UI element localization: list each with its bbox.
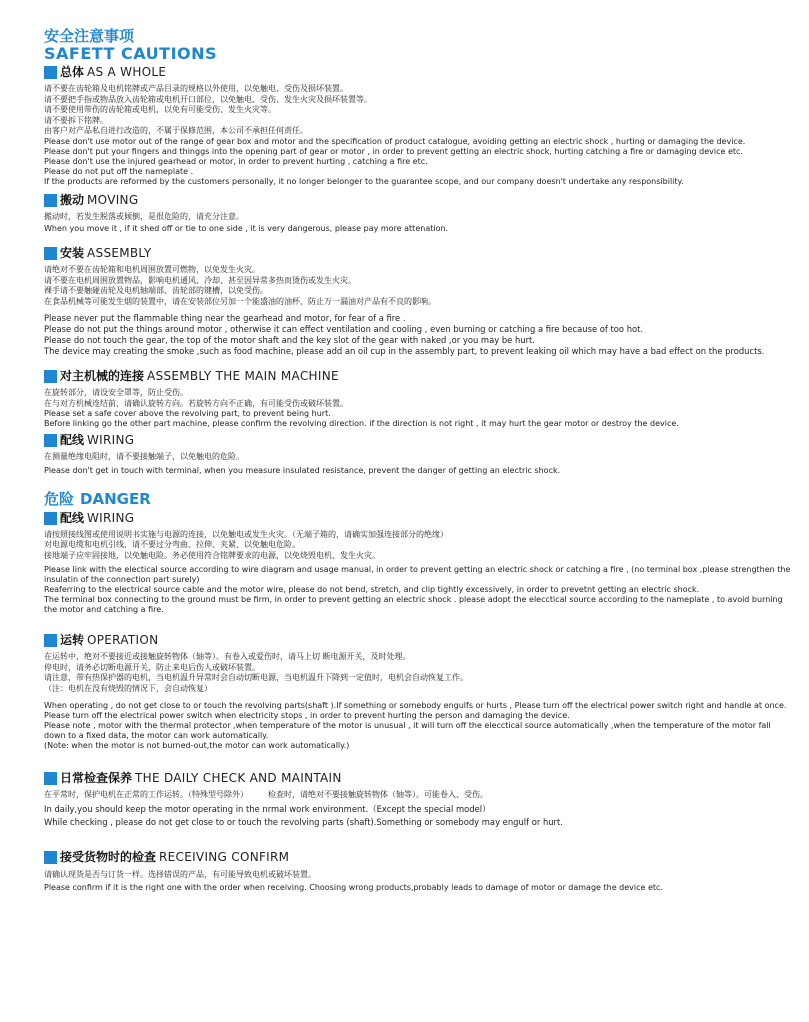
en-line: When operating , do not get close to or touch the revolving parts(shaft ).If something or somebody engulfs or hurts , Please turn off the electrical power switch right and handle at once. xyxy=(44,701,787,710)
en-line: Please link with the electical source according to wire diagram and usage manual, in order to prevent getting an electric shock or catching a fire , (no terminal box ,please strengthen the insulatin of the connection part surely) xyxy=(44,565,791,584)
cn-line: 对电源电缆和电机引线，请不要过分弯曲、拉伸、夹紧、以免触电危险。 xyxy=(44,540,300,549)
cn-line: 请按照接线图或使用说明书实施与电源的连接，以免触电或发生火灾。（无端子箱的，请确实加强连接部分的绝缘） xyxy=(44,529,448,539)
section-heading-wiring-danger xyxy=(44,511,794,526)
section-heading-moving xyxy=(44,193,794,208)
cn-line: （注：电机在没有烧毁的情况下，会自动恢复） xyxy=(44,683,212,693)
cn-line: 搬动时，若发生脱落或倾倒，是很危险的，请充分注意。 xyxy=(44,211,244,221)
cn-line: 请不要拆下铭牌。 xyxy=(44,115,108,125)
cn-line: 请不要使用带伤的齿轮箱或电机，以免有可能受伤、发生火灾等。 xyxy=(44,105,276,114)
section-heading-receiving xyxy=(44,850,794,865)
section-body-wiring-danger xyxy=(44,530,794,616)
section-heading-wiring xyxy=(44,433,794,448)
danger-title xyxy=(44,490,794,508)
section-heading-en: MOVING xyxy=(87,192,139,207)
square-bullet-icon xyxy=(44,194,57,207)
square-bullet-icon xyxy=(44,772,57,785)
section-body-assembly xyxy=(44,265,794,357)
section-heading-cn: 配线 xyxy=(60,510,85,525)
en-line: Please turn off the electrical power switch when electricity stops , in order to prevent hurting the person and damaging the device. xyxy=(44,711,570,720)
cn-line: 请不要把手指或物品放入齿轮箱或电机开口部位，以免触电、受伤、发生火灾及损坏装置等。 xyxy=(44,94,372,104)
section-heading-en: WIRING xyxy=(87,510,135,525)
en-line: Please note , motor with the thermal protector ,when temperature of the motor is unusual , it will turn off the elecctical source automatically ,when the temperature of the motor fall down to a fixed data, the motor can work automatically. xyxy=(44,721,771,740)
page-title-en: SAFETT CAUTIONS xyxy=(44,44,218,63)
section-heading-en: OPERATION xyxy=(87,633,159,647)
en-line: Please never put the flammable thing near the gearhead and motor, for fear of a fire . xyxy=(44,313,406,323)
en-line: Please set a safe cover above the revolving part, to prevent being hurt. xyxy=(44,409,331,418)
cn-line: 在食品机械等可能发生烟的装置中，请在安装部位另加一个能盛油的油杯，防止万一漏油对产品有不良的影响。 xyxy=(44,296,436,306)
square-bullet-icon xyxy=(44,512,57,525)
section-heading-en: THE DAILY CHECK AND MAINTAIN xyxy=(135,771,342,785)
en-line: Please do not touch the gear, the top of the motor shaft and the key slot of the gear with naked ,or you may be hurt. xyxy=(44,335,535,345)
safety-cautions-page xyxy=(44,27,794,893)
cn-line: 请不要在齿轮箱及电机铭牌或产品目录的规格以外使用，以免触电、受伤及损坏装置。 xyxy=(44,84,348,93)
en-line: Please don't put your fingers and thinggs into the opening part of gear or motor , in order to prevent getting an electric shock, hurting catching a fire or damaging device etc. xyxy=(44,146,743,156)
section-body-receiving xyxy=(44,870,794,894)
cn-line: 在与对方机械连结前，请确认旋转方向。若旋转方向不正确，有可能受伤或破坏装置。 xyxy=(44,398,348,408)
cn-line: 在测量绝缘电阻时，请不要接触端子，以免触电的危险。 xyxy=(44,452,244,461)
en-line: Please do not put off the nameplate . xyxy=(44,166,194,176)
page-title xyxy=(44,27,794,63)
square-bullet-icon xyxy=(44,851,57,864)
section-heading-cn: 运转 xyxy=(60,633,85,647)
en-line: Please do not put the things around motor , otherwise it can effect ventilation and cooling , even burning or catching a fire because of too hot. xyxy=(44,324,644,334)
section-heading-cn: 总体 xyxy=(60,65,85,79)
section-heading-cn: 对主机械的连接 xyxy=(60,369,145,383)
en-line: When you move it , if it shed off or tie to one side , it is very dangerous, please pay more attenation. xyxy=(44,224,449,233)
square-bullet-icon xyxy=(44,634,57,647)
en-line: Before linking go the other part machine, please confirm the revolving direction. if the direction is not right , it may hurt the gear motor or destroy the device. xyxy=(44,419,679,428)
en-line: While checking , please do not get close to or touch the revolving parts (shaft).Something or somebody may engulf or hurt. xyxy=(44,816,563,827)
danger-title-en: DANGER xyxy=(80,489,151,508)
en-line: Please confirm if it is the right one with the order when receiving. Choosing wrong products,probably leads to damage of motor or damage the device etc. xyxy=(44,883,663,892)
en-line: Please don't use the injured gearhead or motor, in order to prevent hurting , catching a fire etc. xyxy=(44,156,428,166)
cn-line: 在运转中，绝对不要接近或接触旋转物体（轴等）。有卷入或爱伤时，请马上切 断电源开关，及时处理。 xyxy=(44,652,411,661)
cn-line: 停电时，请务必切断电源开关，防止来电后伤人或破坏装置。 xyxy=(44,662,260,672)
danger-title-cn: 危险 xyxy=(44,489,75,508)
square-bullet-icon xyxy=(44,247,57,260)
square-bullet-icon xyxy=(44,370,57,383)
cn-line: 请绝对不要在齿轮箱和电机周围放置可燃物，以免发生火灾。 xyxy=(44,265,260,274)
en-line: Please don't use motor out of the range of gear box and motor and the specification of product catalogue, avoiding getting an electric shock , hurting or damaging the device. xyxy=(44,136,746,146)
section-body-moving xyxy=(44,212,794,235)
section-heading-en: WIRING xyxy=(87,433,135,447)
page-title-cn: 安全注意事项 xyxy=(44,27,135,45)
cn-line: 请注意，带有热保护器的电机，当电机温升异常时会自动切断电源，当电机温升下降到一定值时，电机会自动恢复工作。 xyxy=(44,673,468,682)
cn-line: 在平常时，保护电机在正常的工作运转。（特殊型号除外） xyxy=(44,790,248,799)
en-line: The terminal box connecting to the ground must be firm, in order to prevent getting an electric shock . please adopt the elecctical source according to the nameplate , to avoid burning the motor and catching a fire. xyxy=(44,595,783,614)
section-heading-en: ASSEMBLY THE MAIN MACHINE xyxy=(147,369,339,383)
cn-line-pair xyxy=(44,790,794,801)
section-heading-operation xyxy=(44,633,794,648)
section-heading-whole xyxy=(44,65,794,80)
section-body-daily-check xyxy=(44,790,794,828)
section-heading-en: ASSEMBLY xyxy=(87,246,152,260)
section-body-main-machine xyxy=(44,388,794,429)
en-line: (Note: when the motor is not burned-out,the motor can work automatically.) xyxy=(44,741,350,750)
cn-line: 检查时，请绝对不要接触旋转物体（轴等）。可能卷入、受伤。 xyxy=(268,790,488,799)
cn-line: 在旋转部分，请设安全罩等，防止受伤。 xyxy=(44,388,188,397)
cn-line: 请不要在电机周围放置物品，影响电机通风、冷却、甚至因异常多热而烫伤或发生火灾。 xyxy=(44,275,356,285)
en-line: In daily,you should keep the motor operating in the nrmal work environment.（Except the special model） xyxy=(44,803,491,814)
section-heading-en: RECEIVING CONFIRM xyxy=(159,849,290,864)
cn-line: 接地端子应牢固接地，以免触电险。务必使用符合铭牌要求的电源，以免烧毁电机、发生火灾。 xyxy=(44,550,380,560)
section-heading-cn: 日常检查保养 xyxy=(60,771,133,785)
en-line: Please don't get in touch with terminal, when you measure insulated resistance, prevent the danger of getting an electric shock. xyxy=(44,465,561,475)
section-heading-en: AS A WHOLE xyxy=(87,65,167,79)
cn-line: 请确认现货是否与订货一样。选择错误的产品，有可能导致电机或破坏装置。 xyxy=(44,869,316,879)
section-body-operation xyxy=(44,652,794,751)
cn-line: 裸手请不要触碰齿轮及电机轴端部、齿轮部的键槽，以免受伤。 xyxy=(44,286,268,295)
section-heading-cn: 安装 xyxy=(60,246,85,260)
en-line: Reaferring to the electrical source cable and the motor wire, please do not bend, stretch, and clip tightly excessively, in order to prevetnt getting an electric shock. xyxy=(44,585,700,594)
section-heading-main-machine xyxy=(44,369,794,384)
section-heading-cn: 搬动 xyxy=(60,192,85,207)
section-body-wiring xyxy=(44,452,794,476)
section-body-whole xyxy=(44,84,794,187)
cn-line: 由客户对产品私自进行改造的，不属于保修范围，本公司不承担任何责任。 xyxy=(44,126,308,135)
section-heading-cn: 接受货物时的检查 xyxy=(60,849,157,864)
square-bullet-icon xyxy=(44,434,57,447)
section-heading-cn: 配线 xyxy=(60,433,85,447)
en-line: If the products are reformed by the customers personally, it no longer belonger to the guarantee scope, and our company doesn't undertake any responsibility. xyxy=(44,176,684,186)
square-bullet-icon xyxy=(44,66,57,79)
en-line: The device may creating the smoke ,such as food machine, please add an oil cup in the assembly part, to prevent leaking oil which may have a bad effect on the products. xyxy=(44,346,765,356)
section-heading-daily-check xyxy=(44,771,794,786)
section-heading-assembly xyxy=(44,246,794,261)
